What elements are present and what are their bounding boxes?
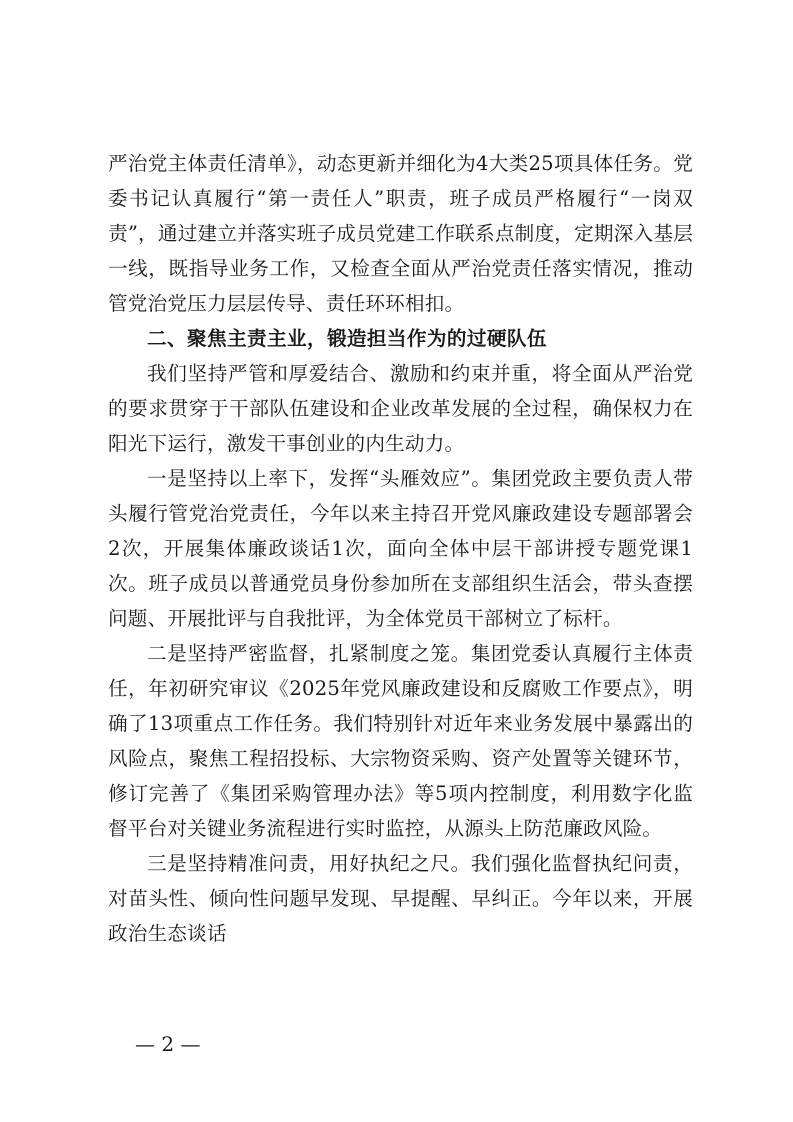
paragraph-5: 三是坚持精准问责，用好执纪之尺。我们强化监督执纪问责，对苗头性、倾向性问题早发现、早提醒、早纠正。今年以来，开展政治生态谈话 — [108, 852, 693, 945]
page-number: — 2 — — [135, 1032, 201, 1056]
paragraph-1: 严治党主体责任清单》，动态更新并细化为4大类25项具体任务。党委书记认真履行“第一责任人”职责，班子成员严格履行“一岗双责”，通过建立并落实班子成员党建工作联系点制度，定期深入基层一线，既指导业务工作，又检查全面从严治党责任落实情况，推动管党治党压力层层传导、责任环环相扣。 — [108, 152, 693, 315]
paragraph-3: 一是坚持以上率下，发挥“头雁效应”。集团党政主要负责人带头履行管党治党责任，今年以来主持召开党风廉政建设专题部署会2次，开展集体廉政谈话1次，面向全体中层干部讲授专题党课1次。班子成员以普通党员身份参加所在支部组织生活会，带头查摆问题、开展批评与自我批评，为全体党员干部树立了标杆。 — [108, 467, 693, 630]
paragraph-4: 二是坚持严密监督，扎紧制度之笼。集团党委认真履行主体责任，年初研究审议《2025年党风廉政建设和反腐败工作要点》，明确了13项重点工作任务。我们特别针对近年来业务发展中暴露出的风险点，聚焦工程招投标、大宗物资采购、资产处置等关键环节，修订完善了《集团采购管理办法》等5项内控制度，利用数字化监督平台对关键业务流程进行实时监控，从源头上防范廉政风险。 — [108, 642, 693, 840]
paragraph-2: 我们坚持严管和厚爱结合、激励和约束并重，将全面从严治党的要求贯穿于干部队伍建设和企业改革发展的全过程，确保权力在阳光下运行，激发干事创业的内生动力。 — [108, 362, 693, 455]
document-body — [108, 146, 693, 951]
section-heading-2: 二、聚焦主责主业，锻造担当作为的过硬队伍 — [147, 327, 547, 350]
